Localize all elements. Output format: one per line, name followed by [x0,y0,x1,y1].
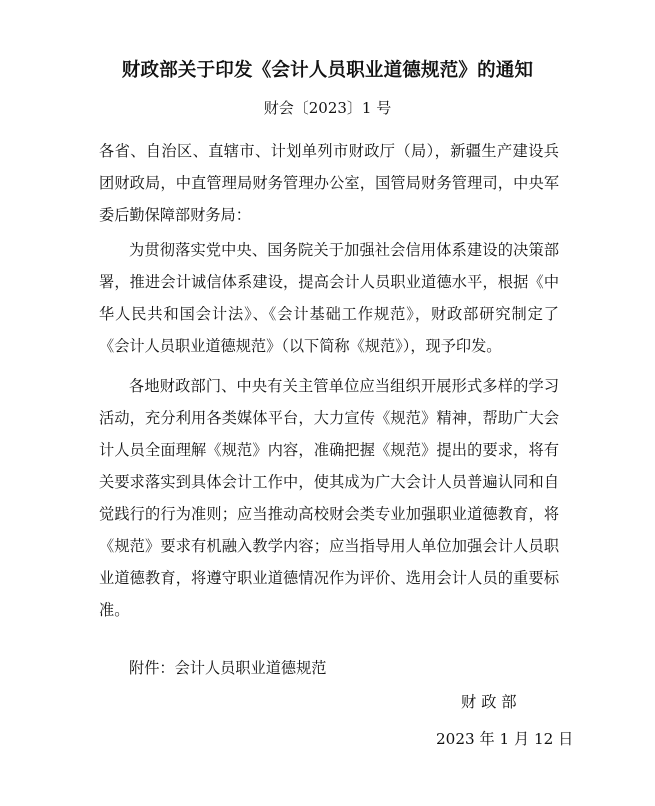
document-date: 2023 年 1 月 12 日 [436,730,574,748]
attachment-line: 附件：会计人员职业道德规范 [129,659,327,677]
addressee-paragraph: 各省、自治区、直辖市、计划单列市财政厅（局），新疆生产建设兵团财政局，中直管理局财务管理办公室，国管局财务管理司，中央军委后勤保障部财务局： [99,142,559,224]
document-number: 财会〔2023〕1 号 [263,99,392,117]
document-title: 财政部关于印发《会计人员职业道德规范》的通知 [121,60,534,81]
body-paragraph: 为贯彻落实党中央、国务院关于加强社会信用体系建设的决策部署，推进会计诚信体系建设，提高会计人员职业道德水平，根据《中华人民共和国会计法》、《会计基础工作规范》，财政部研究制定了《会计人员职业道德规范》（以下简称《规范》），现予印发。 [99,241,559,355]
body-paragraph: 各地财政部门、中央有关主管单位应当组织开展形式多样的学习活动，充分利用各类媒体平台，大力宣传《规范》精神，帮助广大会计人员全面理解《规范》内容，准确把握《规范》提出的要求，将有关要求落实到具体会计工作中，使其成为广大会计人员普遍认同和自觉践行的行为准则；应当推动高校财会类专业加强职业道德教育，将《规范》要求有机融入教学内容；应当指导用人单位加强会计人员职业道德教育，将遵守职业道德情况作为评价、选用会计人员的重要标准。 [99,377,559,619]
signer-name: 财政部 [461,693,522,711]
